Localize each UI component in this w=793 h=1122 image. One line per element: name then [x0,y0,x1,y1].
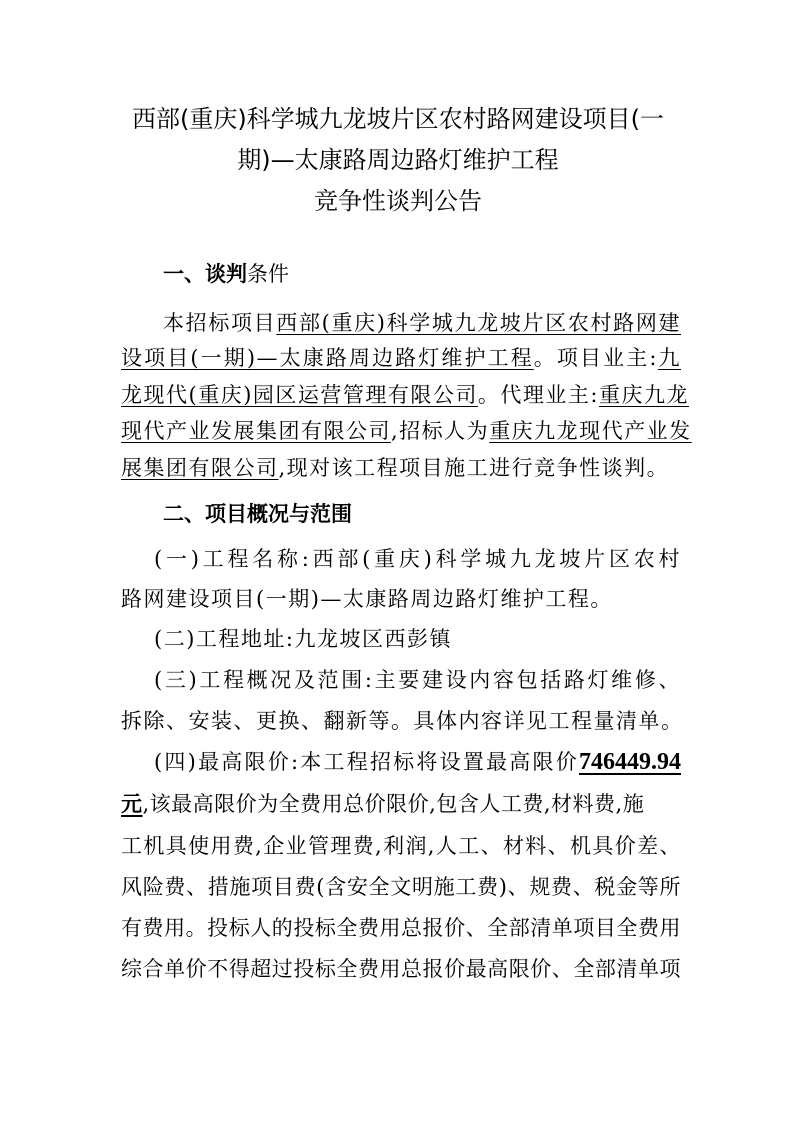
item-3-line-2: 拆除、安装、更换、翻新等。具体内容详见工程量清单。 [121,709,684,733]
item-4-line-3: 工机具使用费,企业管理费,利润,人工、材料、机具价差、 [121,834,681,858]
section-1-heading [163,262,463,286]
max-price-unit: 元 [121,791,143,816]
item-1-line-1 [121,547,681,571]
section-1-paragraph-line-5 [121,456,681,480]
section-1-paragraph-line-1 [121,311,681,335]
p1-prefix: 本招标项目 [163,311,277,335]
section-2-heading: 二、项目概况与范围 [163,502,352,526]
item-4-line-1 [121,750,681,774]
item-1-text-1: (一)工程名称:西部(重庆)科学城九龙坡片区农村 [154,547,681,571]
item-4-line-5: 有费用。投标人的投标全费用总报价、全部清单项目全费用 [121,916,681,940]
section-1-paragraph-line-4 [121,419,692,443]
section-1-heading-bold: 一、谈判 [163,262,247,286]
agent-name-underlined: 现代产业发展集团有限公司 [121,419,391,443]
item-1-line-2: 路网建设项目(一期)—太康路周边路灯维护工程。 [121,587,613,611]
project-name-underlined-cont: 设项目(一期)—太康路周边路灯维护工程 [121,346,534,370]
item-4-text-2: ,该最高限价为全费用总价限价,包含人工费,材料费,施 [142,792,645,816]
project-name-underlined: 西部(重庆)科学城九龙坡片区农村路网建 [276,311,682,335]
item-3-line-1 [121,668,681,692]
tenderer-label: ,招标人为 [391,419,490,443]
agent-name-start: 重庆九龙 [598,383,689,407]
tenderer-name-start: 重庆九龙现代产业发 [489,419,692,443]
owner-label: 。项目业主: [533,346,658,370]
item-4-line-6: 综合单价不得超过投标全费用总报价最高限价、全部清单项 [121,957,681,981]
title-line-3: 竞争性谈判公告 [314,187,482,215]
section-1-paragraph-line-2 [121,346,681,370]
item-4-text-1: (四)最高限价:本工程招标将设置最高限价 [154,750,579,774]
p1-closing: ,现对该工程项目施工进行竞争性谈判。 [278,456,670,480]
item-4-line-4: 风险费、措施项目费(含安全文明施工费)、规费、税金等所 [121,875,681,899]
section-1-paragraph-line-3 [121,383,689,407]
agent-label: 。代理业主: [477,383,599,407]
title-line-1: 西部(重庆)科学城九龙坡片区农村路网建设项目(一 [131,105,665,133]
item-2-line: (二)工程地址:九龙坡区西彭镇 [154,627,452,651]
tenderer-name-underlined: 展集团有限公司 [121,456,279,480]
owner-name-underlined: 龙现代(重庆)园区运营管理有限公司 [121,383,478,407]
max-price-value: 746449.94 [579,749,681,775]
owner-name-start: 九 [657,346,682,370]
item-3-text-1: (三)工程概况及范围:主要建设内容包括路灯维修、 [154,668,681,692]
section-1-heading-rest: 条件 [247,262,289,286]
title-line-2: 期)—太康路周边路灯维护工程 [237,146,559,174]
item-4-line-2 [121,792,681,816]
